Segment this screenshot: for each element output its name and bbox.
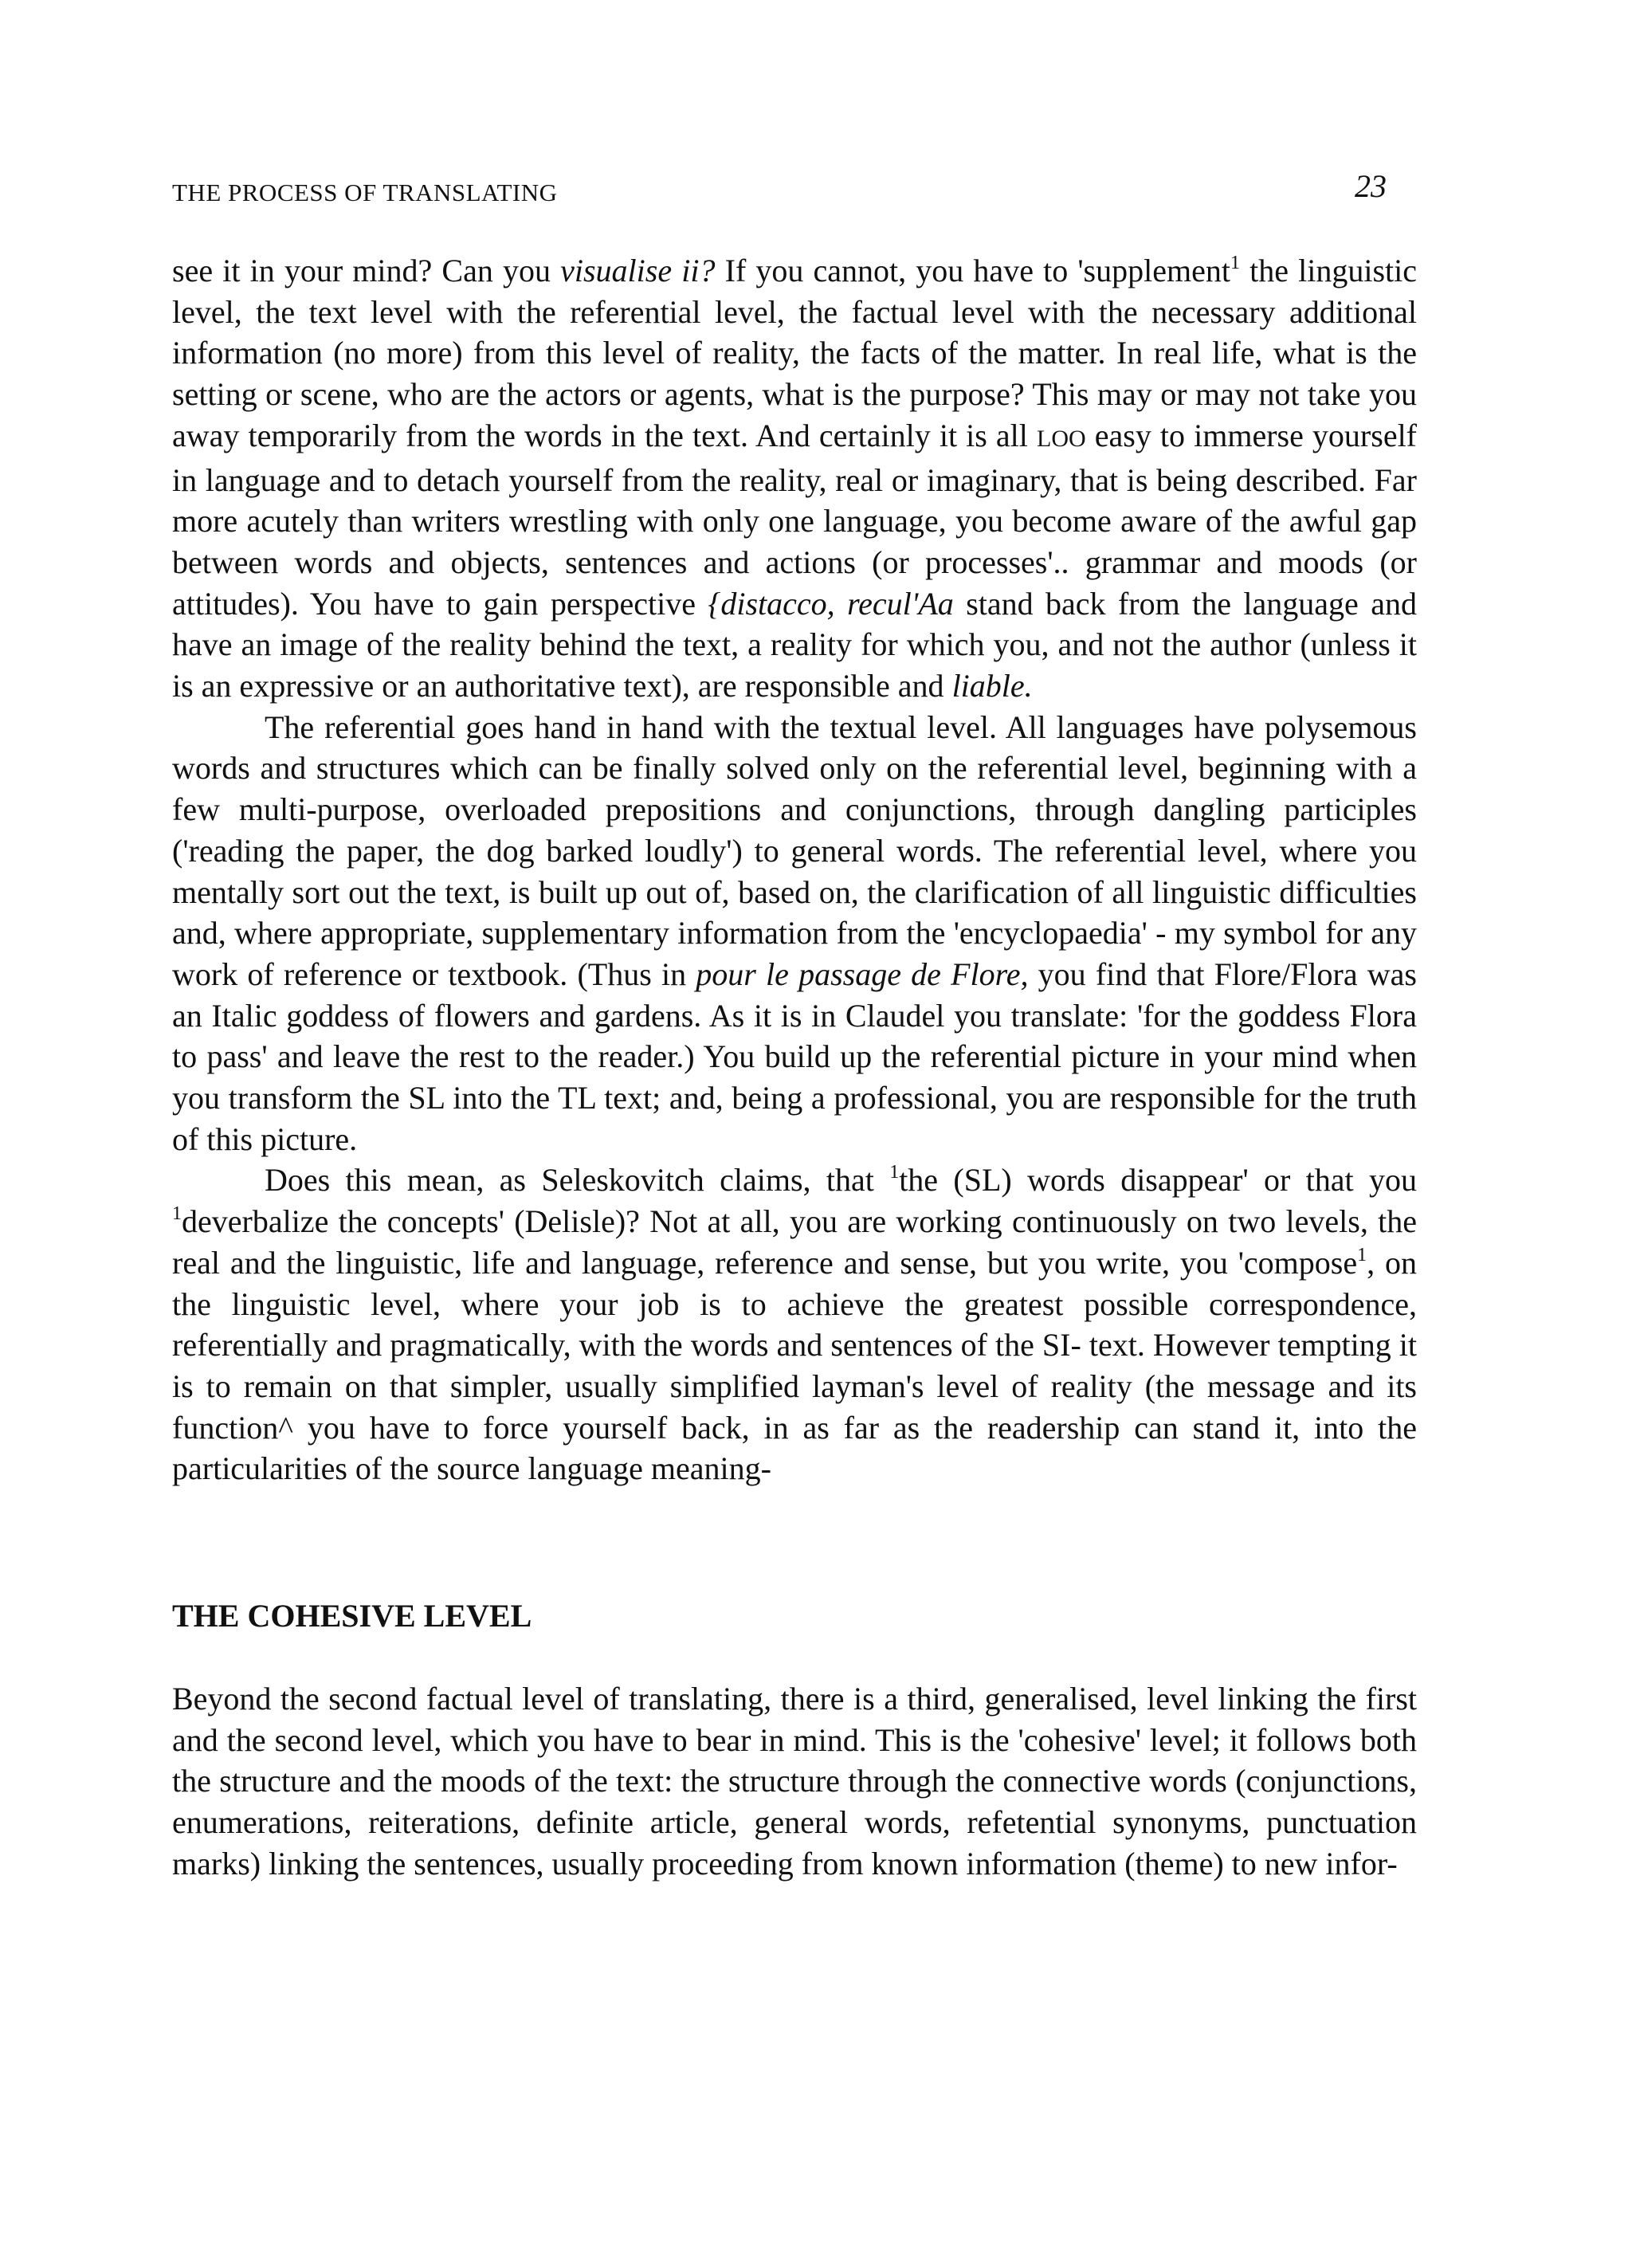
p1-italic-visualise: visualise ii? [560, 253, 716, 288]
p1-text-d: easy to immerse yourself in language and to detach yourself from the reality, real or imaginary, that is being described. Far more acutely than writers wrestling with only one language, you become aware of the awful gap between words and objects, sentences and actions (or processes'.. grammar and moods (or attitudes). You have to gain perspective [172, 417, 1418, 622]
p1-text-a: see it in your mind? Can you [172, 253, 561, 288]
p3-text-d: , on the linguistic level, where your job is to achieve the greatest possible correspondence, referentially and pragmatically, with the words and sentences of the SI- text. However tempting it is to remain on that simpler, usually simplified layman's level of reality (the message and its function^ you have to force yourself back, in as far as the readership can stand it, into the particularities of the source language meaning- [172, 1244, 1417, 1487]
p2-italic-flore: pour le passage de Flore, [696, 955, 1029, 992]
p1-italic-liable: liable. [951, 668, 1033, 704]
p2-text-a: The referential goes hand in hand with the textual level. All languages have polysemous words and structures which can be finally solved only on the referential level, beginning with a few multi-purpose, overloaded prepositions and conjunctions, through dangling participles ('reading the paper, the dog barked loudly') to general words. The referential level, where you mentally sort out the text, is built up out of, based on, the clarification of all linguistic difficulties and, where appropriate, supplementary information from the 'encyclopaedia' - my symbol for any work of reference or textbook. (Thus in [172, 708, 1417, 992]
p1-italic-distacco: {distacco, recul'Aa [708, 585, 954, 622]
p1-smallcaps-loo: LOO [1037, 425, 1086, 452]
p2-text-b: you find that Flore/Flora was an Italic goddess of flowers and gardens. As it is in Claudel you translate: 'for the goddess Flora to pass' and leave the rest to the reader.) You build up the referential picture in your mind when you transform the SL into the TL text; and, being a professional, you are responsible for the truth of this picture. [172, 955, 1417, 1157]
p1-text-b: If you cannot, you have to 'supplement [715, 253, 1230, 288]
paragraph-1 [172, 250, 1417, 707]
p3-text-a: Does this mean, as Seleskovitch claims, that [265, 1162, 890, 1199]
section-heading: THE COHESIVE LEVEL [172, 1598, 532, 1634]
p3-superscript-1: 1 [889, 1162, 900, 1183]
p1-text-e: stand back from the language and have an image of the reality behind the text, a reality for which you, and not the author (unless it is an expressive or an authoritative text), are responsible and [172, 585, 1417, 704]
running-head: THE PROCESS OF TRANSLATING [172, 179, 558, 206]
section-paragraph-1: Beyond the second factual level of translating, there is a third, generalised, level linking the first and the second level, which you have to bear in mind. This is the 'cohesive' level; it follows both the structure and the moods of the text: the structure through the connective words (conjunctions, enumerations, reiterations, definite article, general words, refetential synonyms, punctuation marks) linking the sentences, usually proceeding from known information (theme) to new infor- [172, 1681, 1417, 1881]
section-text [172, 1678, 1417, 1885]
p1-superscript: 1 [1230, 253, 1240, 273]
p3-superscript-2: 1 [172, 1203, 182, 1225]
page-number: 23 [1355, 168, 1387, 204]
body-text [172, 250, 1417, 1489]
paragraph-2 [172, 707, 1417, 1160]
paragraph-3 [172, 1160, 1417, 1489]
p3-text-c: deverbalize the concepts' (Delisle)? Not at all, you are working continuously on two levels, the real and the linguistic, life and language, reference and sense, but you write, you 'compose [172, 1203, 1417, 1281]
p3-superscript-3: 1 [1357, 1244, 1367, 1265]
p1-text-c: the linguistic level, the text level with the referential level, the factual level with the necessary additional information (no more) from this level of reality, the facts of the matter. In real life, what is the setting or scene, who are the actors or agents, what is the purpose? This may or may not take you away temporarily from the words in the text. And certainly it is all [172, 253, 1417, 453]
p3-text-b: the (SL) words disappear' or that you [899, 1162, 1418, 1199]
